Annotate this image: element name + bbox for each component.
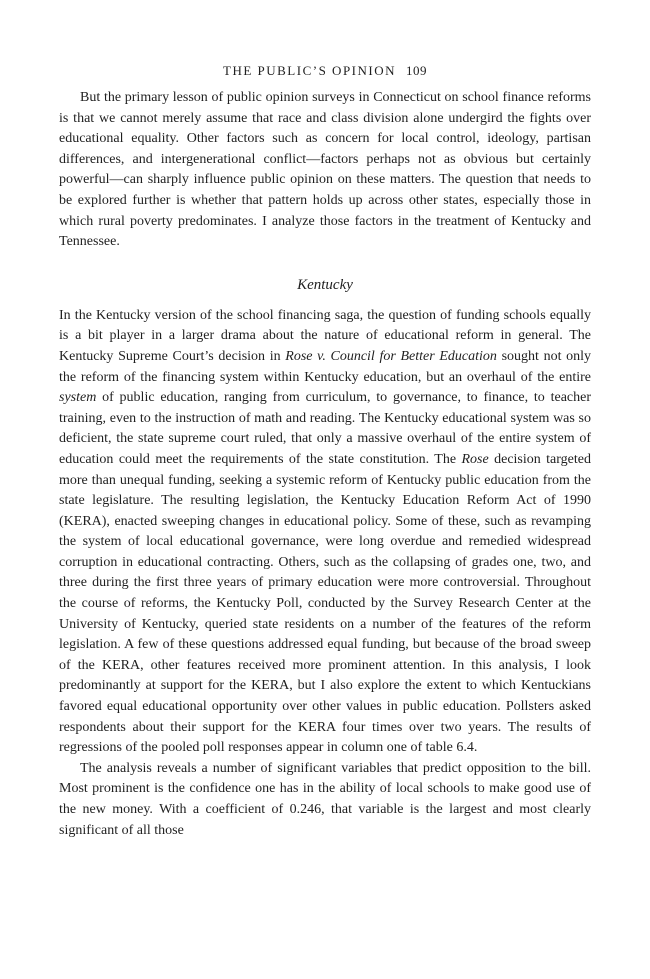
text-segment: decision targeted more than unequal funding, seeking a systemic reform of Kentucky public education from the state legislature. The resulting legislation, the Kentucky Education Reform Act of 1990 (KERA), enacted sweeping changes in educational policy. Some of these, such as revamping the system of local educational governance, were long overdue and remedied widespread corruption in educational contracting. Others, such as the collapsing of grades one, two, and three during the first three years of primary education were more controversial. Throughout the course of reforms, the Kentucky Poll, conducted by the Survey Research Center at the University of Kentucky, queried state residents on a number of the features of the reform legislation. A few of these questions addressed equal funding, but because of the broad sweep of the KERA, other features received more prominent attention. In this analysis, I look predominantly at support for the KERA, but I also explore the extent to which Kentuckians favored equal educational opportunity over other values in public education. Pollsters asked respondents about their support for the KERA four times over two years. The results of regressions of the pooled poll responses appear in column one of table 6.4. [59,451,591,756]
running-title: THE PUBLIC’S OPINION [223,63,396,78]
text-segment: of public education, ranging from curriculum, to governance, to finance, to teacher training, even to the instruction of math and reading. The Kentucky educational system was so deficient, the state supreme court ruled, that only a massive overhaul of the entire system of education could meet the requirements of the state constitution. The [59,390,591,467]
text-segment: In the Kentucky version of the school financing saga, the question of funding schools equally is a bit player in a larger drama about the nature of educational reform in general. The Kentucky Supreme Court’s decision in [59,307,591,364]
paragraph-kentucky-saga [59,306,591,759]
section-heading-kentucky: Kentucky [297,276,353,293]
emphasis-system: system [59,390,97,406]
book-page [59,60,591,841]
running-head [59,60,591,82]
emphasis-rose: Rose [461,451,489,467]
paragraph-analysis: The analysis reveals a number of significant variables that predict opposition to the bill. Most prominent is the confidence one has in the ability of local schools to make good use of the new money. With a coefficient of 0.246, that variable is the largest and most clearly significant of all those [59,760,591,838]
case-name: Rose v. Council for Better Education [285,348,497,364]
paragraph-connecticut-lesson: But the primary lesson of public opinion surveys in Connecticut on school finance reforms is that we cannot merely assume that race and class division alone undergird the fights over educational equality. Other factors such as concern for local control, ideology, partisan differences, and intergenerational conflict—factors perhaps not as obvious but certainly powerful—can sharply influence public opinion on these matters. The question that needs to be explored further is whether that pattern holds up across other states, especially those in which rural poverty predominates. I analyze those factors in the treatment of Kentucky and Tennessee. [59,90,591,250]
page-number: 109 [406,63,427,78]
text-segment: sought not only the reform of the financing system within Kentucky education, but an overhaul of the entire [59,348,592,385]
